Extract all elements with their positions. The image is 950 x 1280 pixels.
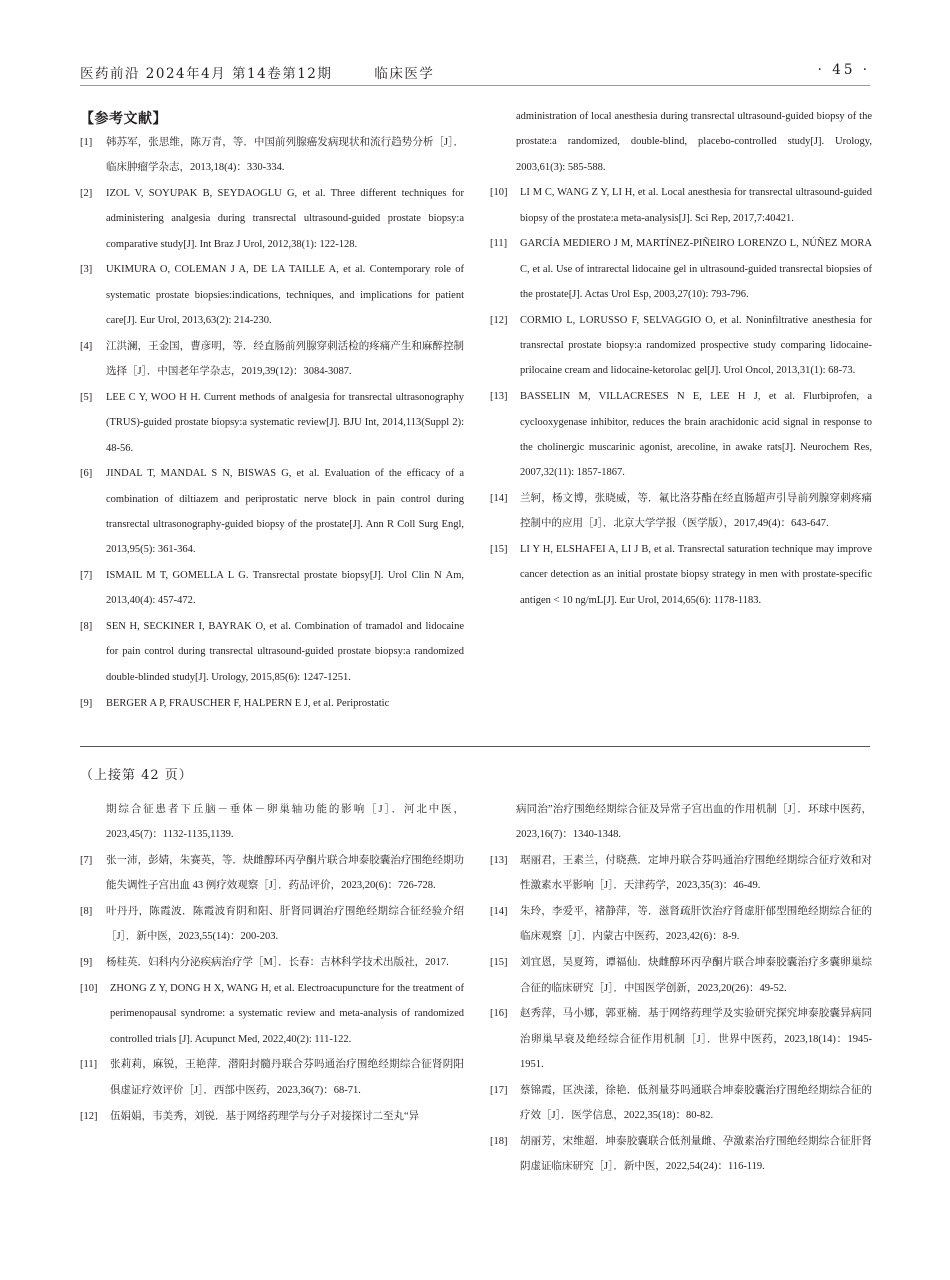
reference-item: [13] 琚丽君，王素兰，付晓燕．定坤丹联合芬吗通治疗围绝经期综合征疗效和对性激素水平影响［J］．天津药学，2023,35(3)：46-49.: [490, 855, 872, 892]
reference-item: [5] LEE C Y, WOO H H. Current methods of analgesia for transrectal ultrasonography (TRUS)-guided prostate biopsy:a systematic review[J]. BJU Int, 2014,113(Suppl 2): 48-56.: [80, 391, 464, 454]
section-title: 临床医学: [374, 66, 435, 82]
continued-references-right: [490, 797, 872, 1180]
reference-item: [13] BASSELIN M, VILLACRESES N E, LEE H J, et al. Flurbiprofen, a cyclooxygenase inhibitor, reduces the brain arachidonic acid signal in response to the cholinergic muscarinic agonist, arecoline, in awake rats[J]. Neurochem Res, 2007,32(11): 1857-1867.: [490, 391, 872, 479]
reference-continuation: 病同治”治疗围绝经期综合征及异常子宫出血的作用机制［J］．环球中医药，2023,16(7)：1340-1348.: [516, 804, 872, 841]
section-divider: [80, 746, 870, 747]
page-number: · 45 ·: [817, 62, 870, 78]
reference-item: [17] 蔡锦霞，匡泱漾，徐艳．低剂量芬吗通联合坤泰胶囊治疗围绝经期综合征的疗效［J］．医学信息，2022,35(18)：80-82.: [490, 1084, 872, 1122]
reference-item: [8] 叶丹丹，陈霞波．陈霞波育阴和阳、肝肾同调治疗围绝经期综合征经验介绍［J］．新中医，2023,55(14)：200-203.: [80, 906, 464, 943]
reference-item: [6] JINDAL T, MANDAL S N, BISWAS G, et al. Evaluation of the efficacy of a combination of diltiazem and periprostatic nerve block in pain control during transrectal ultrasonography-guided biopsy of the prostate[J]. Ann R Coll Surg Engl, 2013,95(5): 361-364.: [80, 468, 464, 556]
reference-item: [3] UKIMURA O, COLEMAN J A, DE LA TAILLE A, et al. Contemporary role of systematic prostate biopsies:indications, techniques, and implications for patient care[J]. Eur Urol, 2013,63(2): 214-230.: [80, 264, 464, 327]
reference-item: [1] 韩苏军，张思维，陈万青，等．中国前列腺癌发病现状和流行趋势分析［J］．临床肿瘤学杂志，2013,18(4)：330-334.: [80, 137, 464, 174]
continued-references-left: [80, 797, 464, 1129]
reference-item: [18] 胡丽芳，宋维超．坤泰胶囊联合低剂量雌、孕激素治疗围绝经期综合征肝肾阴虚证临床研究［J］．新中医，2022,54(24)：116-119.: [490, 1135, 872, 1173]
continued-from-note: （上接第 42 页）: [80, 768, 193, 783]
reference-item: [10] ZHONG Z Y, DONG H X, WANG H, et al. Electroacupuncture for the treatment of perimenopausal syndrome: a systematic review and meta-analysis of randomized controlled trials [J]. Acupunct Med, 2022,40(2): 111-122.: [80, 983, 464, 1045]
reference-item: [14] 兰轲，杨文博，张晓威，等．氟比洛芬酯在经直肠超声引导前列腺穿刺疼痛控制中的应用［J］．北京大学学报（医学版），2017,49(4)：643-647.: [490, 492, 872, 530]
reference-item: [15] 刘宜恩，吴夏筠，谭福仙．炔雌醇环丙孕酮片联合坤泰胶囊治疗多囊卵巢综合征的临床研究［J］．中国医学创新，2023,20(26)：49-52.: [490, 957, 872, 994]
reference-item: [11] 张莉莉，麻锐，王艳萍．潜阳封髓丹联合芬吗通治疗围绝经期综合征肾阴阳俱虚证疗效评价［J］．西部中医药，2023,36(7)：68-71.: [80, 1059, 464, 1096]
reference-item: [4] 江洪澜，王金国，曹彦明，等．经直肠前列腺穿刺活检的疼痛产生和麻醉控制选择［J］．中国老年学杂志，2019,39(12)：3084-3087.: [80, 340, 464, 378]
reference-item: [7] ISMAIL M T, GOMELLA L G. Transrectal prostate biopsy[J]. Urol Clin N Am, 2013,40(4): 457-472.: [80, 570, 464, 607]
reference-item: [9] BERGER A P, FRAUSCHER F, HALPERN E J, et al. Periprostatic: [80, 697, 390, 709]
reference-item: [11] GARCÍA MEDIERO J M, MARTÍNEZ-PIÑEIRO LORENZO L, NÚÑEZ MORA C, et al. Use of intrarectal lidocaine gel in ultrasound-guided transrectal biopsies of the prostate[J]. Actas Urol Esp, 2003,27(10): 793-796.: [490, 238, 872, 301]
reference-continuation: administration of local anesthesia during transrectal ultrasound-guided biopsy of the prostate:a randomized, double-blind, placebo-controlled study[J]. Urology, 2003,61(3): 585-588.: [516, 111, 872, 173]
references-column-right: [490, 104, 872, 613]
reference-item: [15] LI Y H, ELSHAFEI A, LI J B, et al. Transrectal saturation technique may improve cancer detection as an initial prostate biopsy strategy in men with prostate-specific antigen < 10 ng/mL[J]. Eur Urol, 2014,65(6): 1178-1183.: [490, 544, 872, 606]
reference-item: [12] CORMIO L, LORUSSO F, SELVAGGIO O, et al. Noninfiltrative anesthesia for transrectal prostate biopsy:a randomized prospective study comparing lidocaine-prilocaine cream and lidocaine-ketorolac gel[J]. Urol Oncol, 2013,31(1): 68-73.: [490, 314, 872, 377]
reference-item: [8] SEN H, SECKINER I, BAYRAK O, et al. Combination of tramadol and lidocaine for pain control during transrectal ultrasound-guided prostate biopsy:a randomized double-blinded study[J]. Urology, 2015,85(6): 1247-1251.: [80, 621, 464, 683]
reference-item: [10] LI M C, WANG Z Y, LI H, et al. Local anesthesia for transrectal ultrasound-guided biopsy of the prostate:a meta-analysis[J]. Sci Rep, 2017,7:40421.: [490, 187, 872, 224]
references-heading: 【参考文献】: [80, 111, 167, 127]
running-header: [80, 62, 870, 86]
journal-issue: 医药前沿 2024年4月 第14卷第12期: [80, 66, 333, 82]
reference-item: [7] 张一沛，彭婧，朱赛英，等．炔雌醇环丙孕酮片联合坤泰胶囊治疗围绝经期功能失调性子宫出血 43 例疗效观察［J］．药品评价，2023,20(6)：726-728.: [80, 855, 464, 892]
reference-item: [12] 伍娟娟，韦美秀，刘锐．基于网络药理学与分子对接探讨二至丸“异: [80, 1110, 420, 1122]
reference-item: [16] 赵秀萍，马小娜，郭亚楠．基于网络药理学及实验研究探究坤泰胶囊异病同治卵巢早衰及绝经综合征作用机制［J］．世界中医药，2023,18(14)：1945-1951.: [490, 1008, 872, 1070]
journal-info: [80, 62, 434, 82]
reference-continuation: 期综合征患者下丘脑－垂体－卵巢轴功能的影响［J］．河北中医，2023,45(7)：1132-1135,1139.: [106, 804, 464, 841]
references-column-left: [80, 130, 464, 716]
reference-item: [14] 朱玲，李爱平，褚静萍，等．滋肾疏肝饮治疗肾虚肝郁型围绝经期综合征的临床观察［J］．内蒙古中医药，2023,42(6)：8-9.: [490, 906, 872, 943]
reference-item: [2] IZOL V, SOYUPAK B, SEYDAOGLU G, et al. Three different techniques for administering analgesia during transrectal ultrasound-guided prostate biopsy:a comparative study[J]. Int Braz J Urol, 2012,38(1): 122-128.: [80, 188, 464, 250]
reference-item: [9] 杨桂英．妇科内分泌疾病治疗学［M］．长春：吉林科学技术出版社，2017.: [80, 957, 449, 969]
